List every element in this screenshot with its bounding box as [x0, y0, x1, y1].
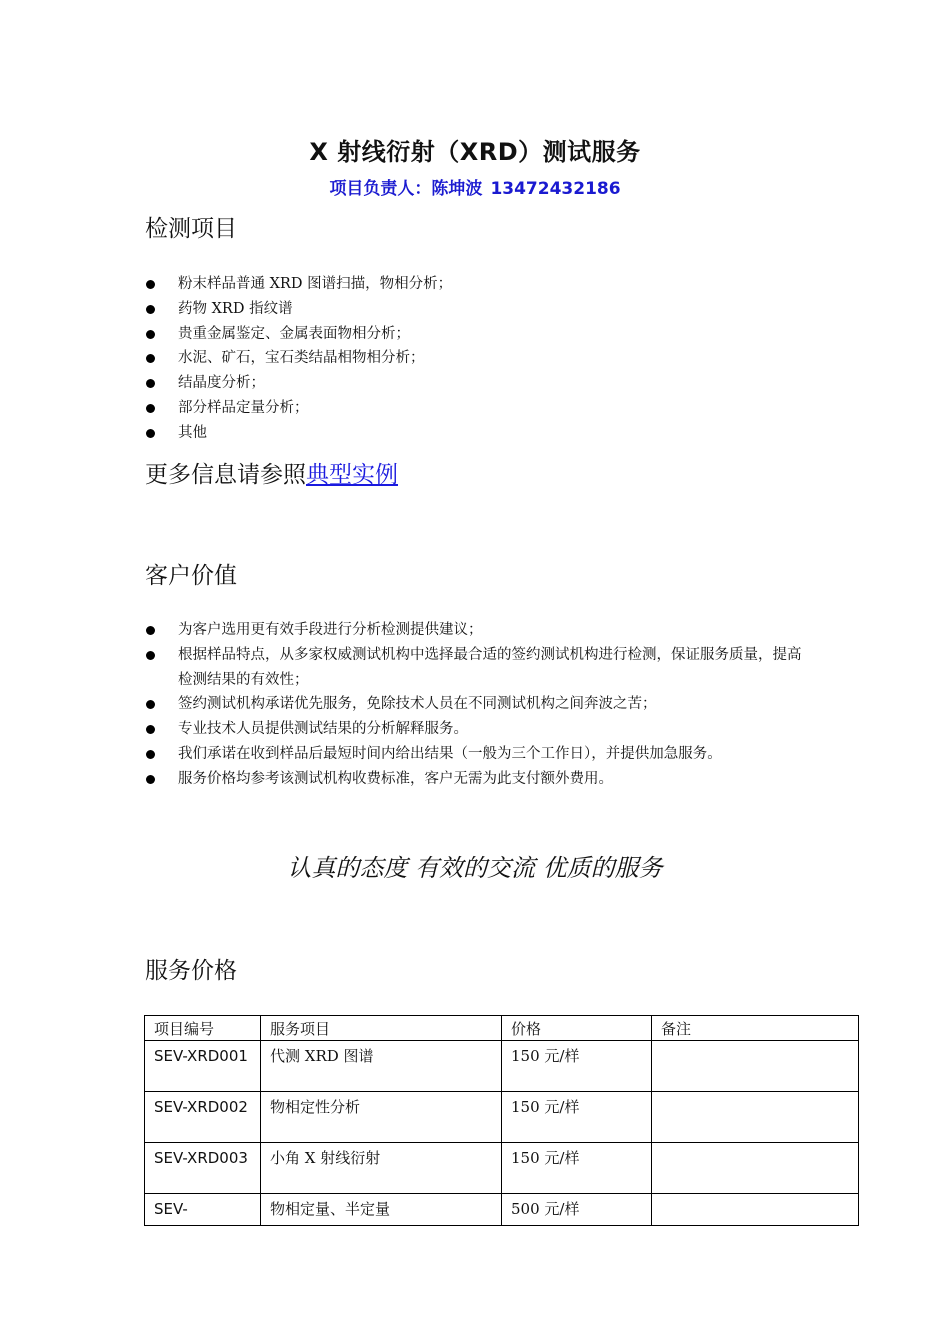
note: [652, 1041, 859, 1092]
bullet-icon: [146, 700, 155, 709]
bullet-icon: [146, 404, 155, 413]
note: [652, 1143, 859, 1194]
list-item: 其他: [145, 421, 825, 446]
list-item: 水泥、矿石，宝石类结晶相物相分析；: [145, 346, 825, 371]
section-heading-items: 检测项目: [145, 216, 237, 242]
bullet-icon: [146, 330, 155, 339]
list-item: 贵重金属鉴定、金属表面物相分析；: [145, 322, 825, 347]
table-row: [145, 1194, 859, 1226]
item-code: SEV-XRD002: [145, 1092, 261, 1143]
table-row: [145, 1092, 859, 1143]
bullet-icon: [146, 429, 155, 438]
contact-label: 项目负责人：陈坤波: [329, 179, 483, 199]
price: 150 元/样: [502, 1041, 652, 1092]
list-item: 服务价格均参考该测试机构收费标准，客户无需为此支付额外费用。: [145, 767, 805, 792]
price: 150 元/样: [502, 1092, 652, 1143]
column-header: 服务项目: [261, 1016, 502, 1041]
slogan: 认真的态度 有效的交流 优质的服务: [287, 854, 663, 882]
service-name: 小角 X 射线衍射: [261, 1143, 502, 1194]
column-header: 备注: [652, 1016, 859, 1041]
bullet-icon: [146, 354, 155, 363]
list-item: 我们承诺在收到样品后最短时间内给出结果（一般为三个工作日），并提供加急服务。: [145, 742, 805, 767]
list-item: 部分样品定量分析；: [145, 396, 825, 421]
more-info-text: 更多信息请参照: [145, 462, 306, 488]
test-items-list: [145, 272, 825, 446]
note: [652, 1194, 859, 1226]
bullet-icon: [146, 379, 155, 388]
price: 150 元/样: [502, 1143, 652, 1194]
list-item: 根据样品特点，从多家权威测试机构中选择最合适的签约测试机构进行检测，保证服务质量，提高检测结果的有效性；: [145, 643, 805, 693]
typical-examples-link[interactable]: 典型实例: [306, 462, 398, 488]
table-header-row: [145, 1016, 859, 1041]
item-code: SEV-: [145, 1194, 261, 1226]
list-item: 药物 XRD 指纹谱: [145, 297, 825, 322]
customer-value-list: [145, 618, 805, 792]
list-item: 结晶度分析；: [145, 371, 825, 396]
price-table: [144, 1015, 859, 1226]
section-heading-price: 服务价格: [145, 958, 237, 984]
service-name: 物相定量、半定量: [261, 1194, 502, 1226]
more-info-line: [145, 456, 398, 489]
note: [652, 1092, 859, 1143]
list-item: 签约测试机构承诺优先服务，免除技术人员在不同测试机构之间奔波之苦；: [145, 692, 805, 717]
bullet-icon: [146, 626, 155, 635]
table-row: [145, 1143, 859, 1194]
bullet-icon: [146, 305, 155, 314]
bullet-icon: [146, 775, 155, 784]
list-item: 粉末样品普通 XRD 图谱扫描，物相分析；: [145, 272, 825, 297]
project-contact: [0, 174, 950, 199]
list-item: 为客户选用更有效手段进行分析检测提供建议；: [145, 618, 805, 643]
item-code: SEV-XRD003: [145, 1143, 261, 1194]
column-header: 价格: [502, 1016, 652, 1041]
bullet-icon: [146, 280, 155, 289]
bullet-icon: [146, 725, 155, 734]
table-row: [145, 1041, 859, 1092]
column-header: 项目编号: [145, 1016, 261, 1041]
page-title: X 射线衍射（XRD）测试服务: [309, 138, 641, 166]
price: 500 元/样: [502, 1194, 652, 1226]
bullet-icon: [146, 651, 155, 660]
service-name: 物相定性分析: [261, 1092, 502, 1143]
service-name: 代测 XRD 图谱: [261, 1041, 502, 1092]
contact-phone: 13472432186: [490, 179, 621, 199]
list-item: 专业技术人员提供测试结果的分析解释服务。: [145, 717, 805, 742]
item-code: SEV-XRD001: [145, 1041, 261, 1092]
section-heading-value: 客户价值: [145, 563, 237, 589]
bullet-icon: [146, 750, 155, 759]
